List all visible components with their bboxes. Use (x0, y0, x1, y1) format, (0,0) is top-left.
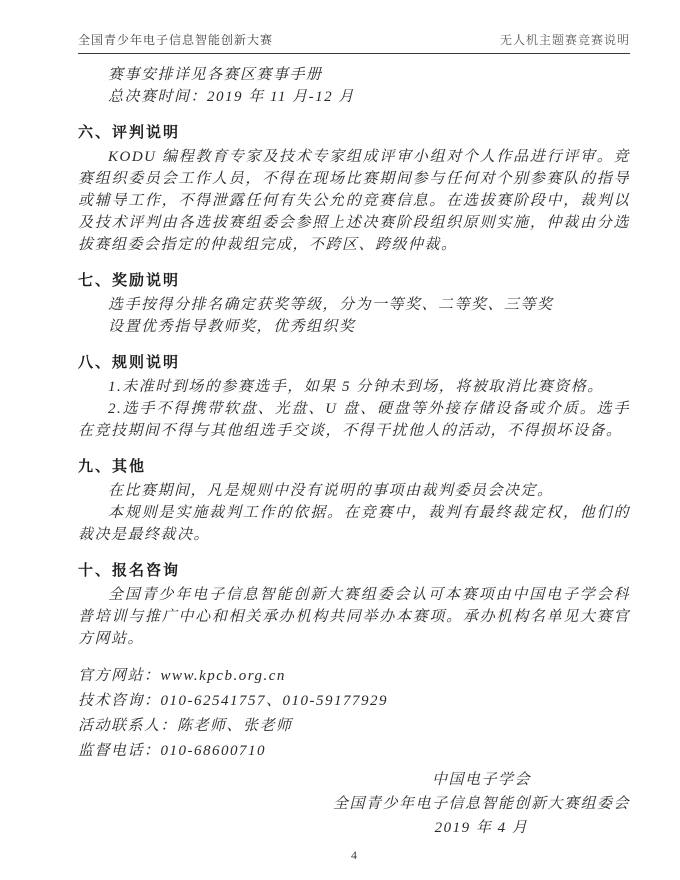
section-heading-others: 九、其他 (78, 459, 147, 475)
page-header-right-title: 无人机主题赛竞赛说明 (499, 33, 630, 47)
section-paragraph: KODU 编程教育专家及技术专家组成评审小组对个人作品进行评审。竞赛组织委员会工作人员，不得在现场比赛期间参与任何对个别参赛队的指导或辅导工作，不得泄露任何有失公允的竞赛信息。在选拔赛阶段中，裁判以及技术评判由各选拔赛组委会参照上述决赛阶段组织原则实施，仲裁由分选拔赛组委会指定的仲裁组完成，不跨区、跨级仲裁。 (78, 149, 630, 253)
intro-line-final-date: 总决赛时间：2019 年 11 月-12 月 (108, 89, 355, 105)
page-header-left-title: 全国青少年电子信息智能创新大赛 (78, 33, 274, 47)
section-heading-rules: 八、规则说明 (78, 355, 181, 371)
contact-line-supervision-phone: 监督电话：010-68600710 (78, 743, 266, 759)
page-footer (78, 846, 630, 864)
section-paragraph: 2.选手不得携带软盘、光盘、U 盘、硬盘等外接存储设备或介质。选手在竞技期间不得与其他组选手交谈，不得干扰他人的活动，不得损坏设备。 (78, 401, 630, 439)
document-body (78, 64, 630, 864)
page-number: 4 (351, 848, 357, 862)
contact-line-website: 官方网站：www.kpcb.org.cn (78, 668, 286, 684)
section-paragraph: 在比赛期间，凡是规则中没有说明的事项由裁判委员会决定。 (108, 483, 554, 499)
section-others (78, 456, 630, 546)
section-heading-awards: 七、奖励说明 (78, 273, 181, 289)
signature-org: 中国电子学会 (431, 772, 531, 788)
section-paragraph: 设置优秀指导教师奖，优秀组织奖 (108, 319, 356, 335)
section-registration (78, 560, 630, 650)
section-paragraph: 选手按得分排名确定获奖等级，分为一等奖、二等奖、三等奖 (108, 297, 554, 313)
section-awards (78, 270, 630, 338)
contact-line-tech-phone: 技术咨询：010-62541757、010-59177929 (78, 693, 388, 709)
section-paragraph: 1.未准时到场的参赛选手，如果 5 分钟未到场，将被取消比赛资格。 (108, 379, 604, 395)
intro-line-schedule: 赛事安排详见各赛区赛事手册 (108, 67, 323, 83)
section-rules (78, 352, 630, 442)
signature-committee: 全国青少年电子信息智能创新大赛组委会 (332, 796, 630, 812)
signature-area (78, 768, 630, 840)
section-paragraph: 全国青少年电子信息智能创新大赛组委会认可本赛项由中国电子学会科普培训与推广中心和相关承办机构共同举办本赛项。承办机构名单见大赛官方网站。 (78, 587, 630, 647)
section-judging (78, 122, 630, 256)
section-paragraph: 本规则是实施裁判工作的依据。在竞赛中，裁判有最终裁定权，他们的裁决是最终裁决。 (78, 505, 630, 543)
signature-date: 2019 年 4 月 (434, 820, 529, 836)
signature-block (333, 768, 630, 840)
section-heading-registration: 十、报名咨询 (78, 563, 181, 579)
contact-line-contacts: 活动联系人：陈老师、张老师 (78, 718, 293, 734)
page-header (78, 32, 630, 54)
section-heading-judging: 六、评判说明 (78, 125, 181, 141)
contact-block (78, 664, 630, 764)
